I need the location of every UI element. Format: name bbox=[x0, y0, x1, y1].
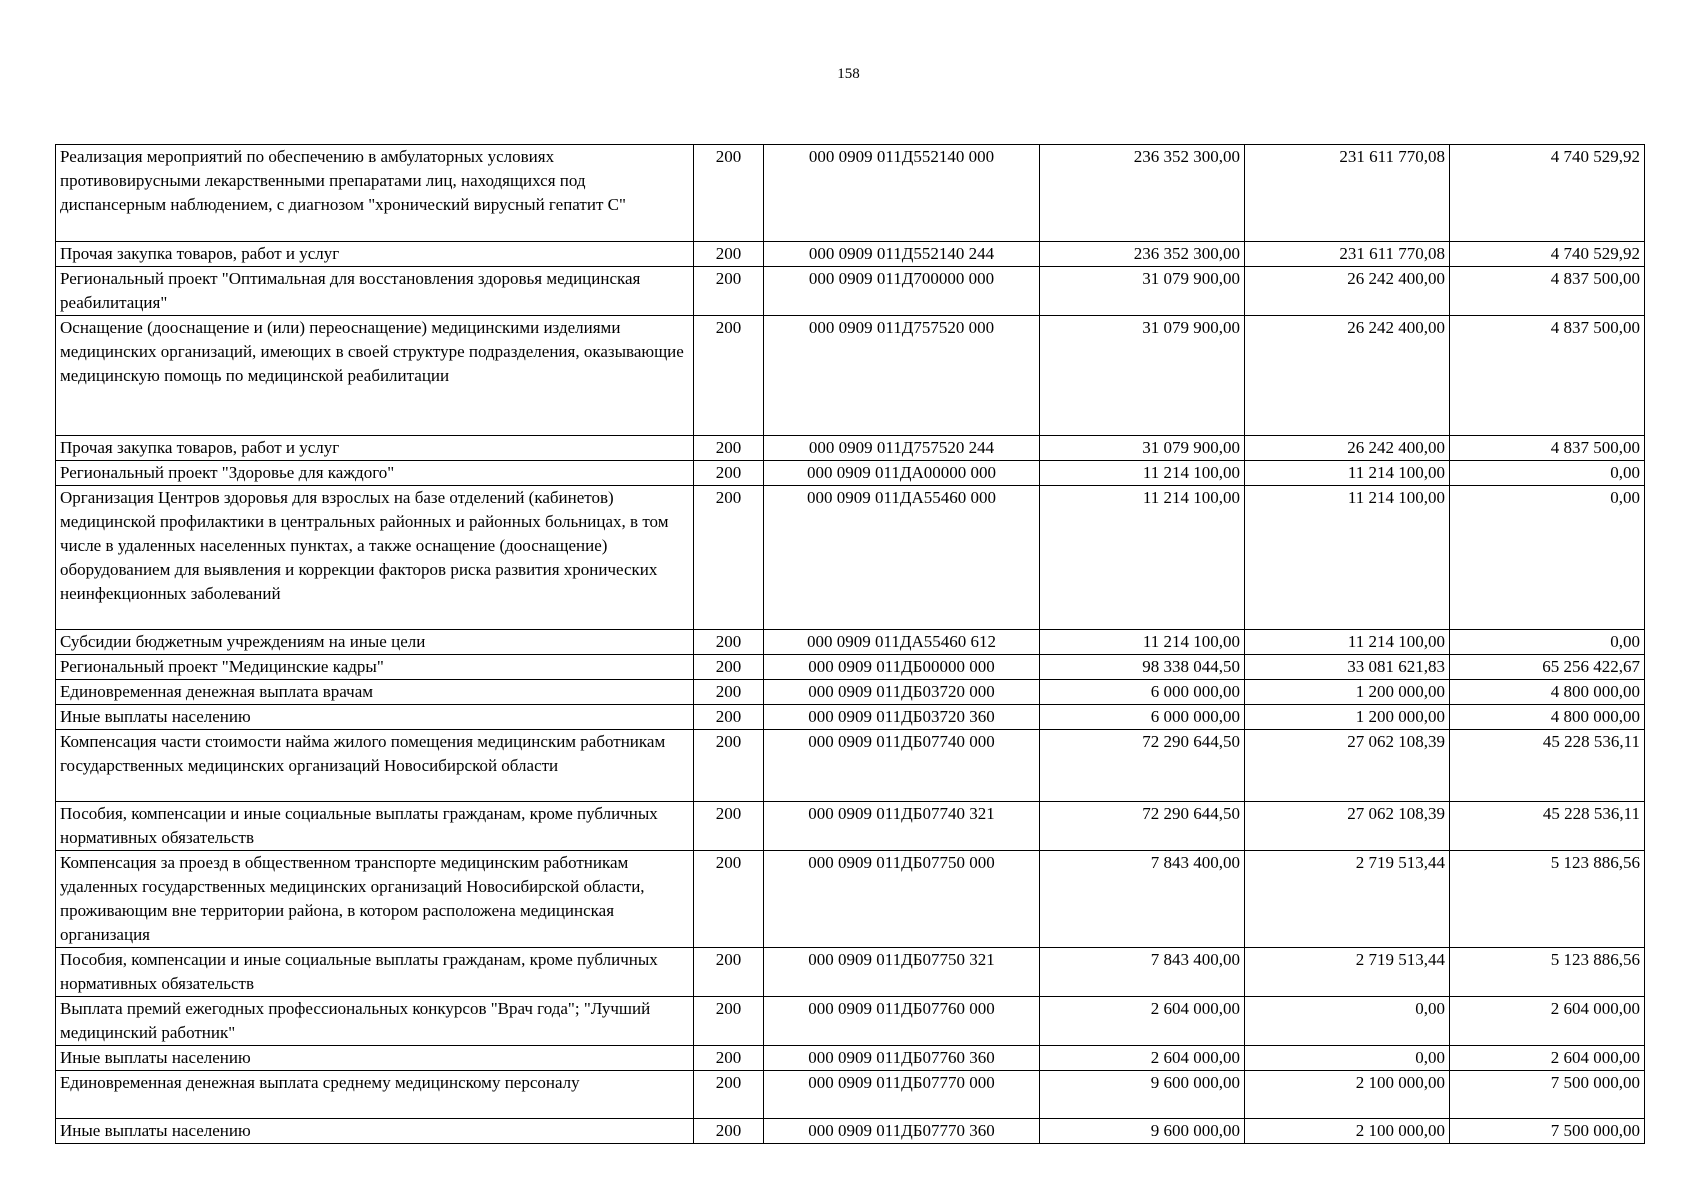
row-approved-cell: 9 600 000,00 bbox=[1040, 1071, 1245, 1119]
row-approved-cell: 2 604 000,00 bbox=[1040, 997, 1245, 1046]
row-code-cell: 200 bbox=[694, 486, 764, 630]
row-unexecuted-cell: 5 123 886,56 bbox=[1450, 851, 1645, 948]
row-name-cell: Оснащение (дооснащение и (или) переоснащение) медицинскими изделиями медицинских организаций, имеющих в своей структуре подразделения, оказывающие медицинскую помощь по медицинской реабилитации bbox=[56, 316, 694, 436]
row-approved-cell: 6 000 000,00 bbox=[1040, 680, 1245, 705]
row-name-cell: Прочая закупка товаров, работ и услуг bbox=[56, 436, 694, 461]
row-unexecuted-cell: 4 800 000,00 bbox=[1450, 680, 1645, 705]
row-budget-code-cell: 000 0909 011ДБ07760 360 bbox=[764, 1046, 1040, 1071]
row-code-cell: 200 bbox=[694, 851, 764, 948]
table-row bbox=[56, 730, 1645, 802]
row-budget-code-cell: 000 0909 011ДБ07760 000 bbox=[764, 997, 1040, 1046]
row-executed-cell: 231 611 770,08 bbox=[1245, 145, 1450, 242]
row-budget-code-cell: 000 0909 011ДБ07740 000 bbox=[764, 730, 1040, 802]
row-code-cell: 200 bbox=[694, 948, 764, 997]
table-row bbox=[56, 851, 1645, 948]
row-name-cell: Региональный проект "Здоровье для каждого" bbox=[56, 461, 694, 486]
row-budget-code-cell: 000 0909 011Д757520 000 bbox=[764, 316, 1040, 436]
row-code-cell: 200 bbox=[694, 316, 764, 436]
row-unexecuted-cell: 45 228 536,11 bbox=[1450, 802, 1645, 851]
row-executed-cell: 26 242 400,00 bbox=[1245, 436, 1450, 461]
row-budget-code-cell: 000 0909 011ДБ07740 321 bbox=[764, 802, 1040, 851]
table-row bbox=[56, 1046, 1645, 1071]
row-code-cell: 200 bbox=[694, 461, 764, 486]
table-row bbox=[56, 655, 1645, 680]
row-executed-cell: 2 719 513,44 bbox=[1245, 851, 1450, 948]
row-budget-code-cell: 000 0909 011Д552140 244 bbox=[764, 242, 1040, 267]
page-number: 158 bbox=[837, 66, 860, 82]
table-row bbox=[56, 802, 1645, 851]
row-code-cell: 200 bbox=[694, 436, 764, 461]
budget-execution-table bbox=[55, 144, 1645, 1144]
row-code-cell: 200 bbox=[694, 1071, 764, 1119]
row-name-cell: Прочая закупка товаров, работ и услуг bbox=[56, 242, 694, 267]
row-unexecuted-cell: 4 740 529,92 bbox=[1450, 242, 1645, 267]
row-code-cell: 200 bbox=[694, 655, 764, 680]
row-name-cell: Единовременная денежная выплата врачам bbox=[56, 680, 694, 705]
row-code-cell: 200 bbox=[694, 802, 764, 851]
row-budget-code-cell: 000 0909 011ДБ00000 000 bbox=[764, 655, 1040, 680]
row-executed-cell: 26 242 400,00 bbox=[1245, 267, 1450, 316]
table-row bbox=[56, 997, 1645, 1046]
row-budget-code-cell: 000 0909 011ДБ03720 000 bbox=[764, 680, 1040, 705]
row-unexecuted-cell: 4 740 529,92 bbox=[1450, 145, 1645, 242]
row-unexecuted-cell: 5 123 886,56 bbox=[1450, 948, 1645, 997]
row-approved-cell: 6 000 000,00 bbox=[1040, 705, 1245, 730]
row-executed-cell: 1 200 000,00 bbox=[1245, 680, 1450, 705]
row-unexecuted-cell: 65 256 422,67 bbox=[1450, 655, 1645, 680]
row-approved-cell: 72 290 644,50 bbox=[1040, 730, 1245, 802]
row-name-cell: Реализация мероприятий по обеспечению в амбулаторных условиях противовирусными лекарственными препаратами лиц, находящихся под диспансерным наблюдением, с диагнозом "хронический вирусный гепатит C" bbox=[56, 145, 694, 242]
row-executed-cell: 0,00 bbox=[1245, 997, 1450, 1046]
row-unexecuted-cell: 2 604 000,00 bbox=[1450, 1046, 1645, 1071]
row-approved-cell: 7 843 400,00 bbox=[1040, 948, 1245, 997]
row-name-cell: Компенсация части стоимости найма жилого помещения медицинским работникам государственных медицинских организаций Новосибирской области bbox=[56, 730, 694, 802]
row-code-cell: 200 bbox=[694, 1046, 764, 1071]
row-name-cell: Пособия, компенсации и иные социальные выплаты гражданам, кроме публичных нормативных обязательств bbox=[56, 948, 694, 997]
row-name-cell: Иные выплаты населению bbox=[56, 705, 694, 730]
row-name-cell: Иные выплаты населению bbox=[56, 1046, 694, 1071]
row-name-cell: Региональный проект "Медицинские кадры" bbox=[56, 655, 694, 680]
row-budget-code-cell: 000 0909 011Д552140 000 bbox=[764, 145, 1040, 242]
row-name-cell: Компенсация за проезд в общественном транспорте медицинским работникам удаленных государственных медицинских организаций Новосибирской области, проживающим вне территории района, в котором расположена медицинская организация bbox=[56, 851, 694, 948]
row-code-cell: 200 bbox=[694, 997, 764, 1046]
row-name-cell: Единовременная денежная выплата среднему медицинскому персоналу bbox=[56, 1071, 694, 1119]
row-budget-code-cell: 000 0909 011ДБ07750 321 bbox=[764, 948, 1040, 997]
row-approved-cell: 31 079 900,00 bbox=[1040, 316, 1245, 436]
row-executed-cell: 11 214 100,00 bbox=[1245, 486, 1450, 630]
row-approved-cell: 236 352 300,00 bbox=[1040, 242, 1245, 267]
table-row bbox=[56, 461, 1645, 486]
table-row bbox=[56, 316, 1645, 436]
row-name-cell: Выплата премий ежегодных профессиональных конкурсов "Врач года"; "Лучший медицинский работник" bbox=[56, 997, 694, 1046]
row-approved-cell: 11 214 100,00 bbox=[1040, 461, 1245, 486]
row-executed-cell: 27 062 108,39 bbox=[1245, 802, 1450, 851]
row-executed-cell: 27 062 108,39 bbox=[1245, 730, 1450, 802]
row-unexecuted-cell: 0,00 bbox=[1450, 486, 1645, 630]
table-row bbox=[56, 242, 1645, 267]
row-executed-cell: 11 214 100,00 bbox=[1245, 630, 1450, 655]
row-unexecuted-cell: 7 500 000,00 bbox=[1450, 1119, 1645, 1144]
row-code-cell: 200 bbox=[694, 145, 764, 242]
row-code-cell: 200 bbox=[694, 1119, 764, 1144]
row-executed-cell: 26 242 400,00 bbox=[1245, 316, 1450, 436]
row-name-cell: Региональный проект "Оптимальная для восстановления здоровья медицинская реабилитация" bbox=[56, 267, 694, 316]
table-row bbox=[56, 630, 1645, 655]
row-executed-cell: 11 214 100,00 bbox=[1245, 461, 1450, 486]
row-budget-code-cell: 000 0909 011ДБ03720 360 bbox=[764, 705, 1040, 730]
row-approved-cell: 7 843 400,00 bbox=[1040, 851, 1245, 948]
row-unexecuted-cell: 0,00 bbox=[1450, 461, 1645, 486]
row-budget-code-cell: 000 0909 011ДА55460 000 bbox=[764, 486, 1040, 630]
row-budget-code-cell: 000 0909 011ДБ07770 000 bbox=[764, 1071, 1040, 1119]
row-code-cell: 200 bbox=[694, 705, 764, 730]
row-budget-code-cell: 000 0909 011ДБ07770 360 bbox=[764, 1119, 1040, 1144]
row-approved-cell: 31 079 900,00 bbox=[1040, 267, 1245, 316]
row-code-cell: 200 bbox=[694, 267, 764, 316]
row-executed-cell: 231 611 770,08 bbox=[1245, 242, 1450, 267]
table-row bbox=[56, 1119, 1645, 1144]
row-unexecuted-cell: 4 837 500,00 bbox=[1450, 316, 1645, 436]
row-unexecuted-cell: 4 837 500,00 bbox=[1450, 267, 1645, 316]
row-unexecuted-cell: 4 837 500,00 bbox=[1450, 436, 1645, 461]
row-code-cell: 200 bbox=[694, 242, 764, 267]
row-approved-cell: 72 290 644,50 bbox=[1040, 802, 1245, 851]
row-code-cell: 200 bbox=[694, 730, 764, 802]
row-name-cell: Субсидии бюджетным учреждениям на иные цели bbox=[56, 630, 694, 655]
row-approved-cell: 11 214 100,00 bbox=[1040, 630, 1245, 655]
table-row bbox=[56, 948, 1645, 997]
row-approved-cell: 2 604 000,00 bbox=[1040, 1046, 1245, 1071]
row-unexecuted-cell: 4 800 000,00 bbox=[1450, 705, 1645, 730]
row-unexecuted-cell: 0,00 bbox=[1450, 630, 1645, 655]
row-code-cell: 200 bbox=[694, 680, 764, 705]
row-budget-code-cell: 000 0909 011ДА55460 612 bbox=[764, 630, 1040, 655]
row-name-cell: Пособия, компенсации и иные социальные выплаты гражданам, кроме публичных нормативных обязательств bbox=[56, 802, 694, 851]
row-unexecuted-cell: 2 604 000,00 bbox=[1450, 997, 1645, 1046]
table-row bbox=[56, 436, 1645, 461]
row-executed-cell: 2 100 000,00 bbox=[1245, 1119, 1450, 1144]
row-approved-cell: 98 338 044,50 bbox=[1040, 655, 1245, 680]
table-row bbox=[56, 267, 1645, 316]
table-row bbox=[56, 705, 1645, 730]
row-budget-code-cell: 000 0909 011ДБ07750 000 bbox=[764, 851, 1040, 948]
row-budget-code-cell: 000 0909 011Д700000 000 bbox=[764, 267, 1040, 316]
table-row bbox=[56, 1071, 1645, 1119]
row-executed-cell: 1 200 000,00 bbox=[1245, 705, 1450, 730]
row-executed-cell: 0,00 bbox=[1245, 1046, 1450, 1071]
table-row bbox=[56, 680, 1645, 705]
row-name-cell: Иные выплаты населению bbox=[56, 1119, 694, 1144]
row-code-cell: 200 bbox=[694, 630, 764, 655]
row-approved-cell: 9 600 000,00 bbox=[1040, 1119, 1245, 1144]
row-unexecuted-cell: 7 500 000,00 bbox=[1450, 1071, 1645, 1119]
row-name-cell: Организация Центров здоровья для взрослых на базе отделений (кабинетов) медицинской профилактики в центральных районных и районных больницах, в том числе в удаленных населенных пунктах, а также оснащение (дооснащение) оборудованием для выявления и коррекции факторов риска развития хронических неинфекционных заболеваний bbox=[56, 486, 694, 630]
table-row bbox=[56, 145, 1645, 242]
row-executed-cell: 33 081 621,83 bbox=[1245, 655, 1450, 680]
row-approved-cell: 236 352 300,00 bbox=[1040, 145, 1245, 242]
row-unexecuted-cell: 45 228 536,11 bbox=[1450, 730, 1645, 802]
row-executed-cell: 2 719 513,44 bbox=[1245, 948, 1450, 997]
row-budget-code-cell: 000 0909 011Д757520 244 bbox=[764, 436, 1040, 461]
row-approved-cell: 31 079 900,00 bbox=[1040, 436, 1245, 461]
row-budget-code-cell: 000 0909 011ДА00000 000 bbox=[764, 461, 1040, 486]
row-executed-cell: 2 100 000,00 bbox=[1245, 1071, 1450, 1119]
row-approved-cell: 11 214 100,00 bbox=[1040, 486, 1245, 630]
table-row bbox=[56, 486, 1645, 630]
